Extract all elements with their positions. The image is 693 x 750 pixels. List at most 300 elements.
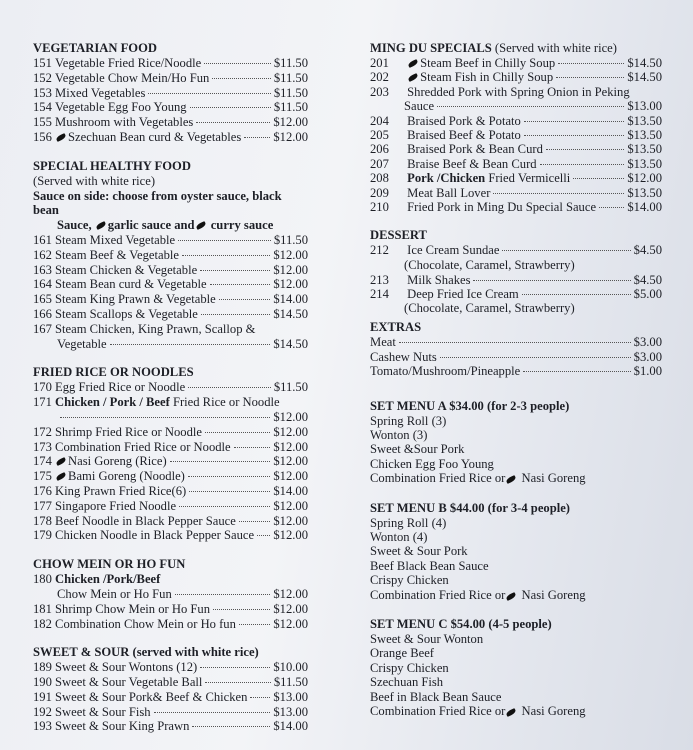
- dot-leader: [154, 712, 271, 713]
- item-price: $11.50: [273, 232, 308, 247]
- item-name-text: Steam Chicken, King Prawn, Scallop &: [55, 321, 256, 336]
- item-number: 202: [370, 70, 389, 85]
- item-name: [55, 528, 254, 543]
- item-price: $12.00: [273, 586, 308, 601]
- dot-leader: [205, 432, 270, 433]
- menu-left-column: [33, 41, 308, 748]
- item-price: $12.00: [273, 247, 308, 262]
- item-price: $14.50: [273, 306, 308, 321]
- item-number: 152: [33, 70, 52, 85]
- item-number: 151: [33, 56, 52, 70]
- item-number: 203: [370, 84, 389, 99]
- item-number: 174: [33, 454, 52, 469]
- item-price: $13.50: [627, 128, 662, 143]
- dot-leader: [205, 682, 270, 683]
- section-heading: [33, 645, 308, 660]
- item-price: $4.50: [633, 272, 662, 287]
- dot-leader: [540, 164, 625, 165]
- set-menu-item-text: Nasi Goreng: [521, 704, 586, 718]
- dot-leader: [110, 344, 271, 345]
- item-name: [370, 335, 396, 349]
- item-name-text: Steam Beef in Chilly Soup: [420, 56, 556, 70]
- menu-item-continued: [33, 587, 308, 602]
- menu-section-sweet-sour-served-with-white-rice: [33, 645, 308, 734]
- item-price: $11.50: [273, 56, 308, 70]
- sauce-text: garlic sauce and: [107, 218, 195, 233]
- section-title: EXTRAS: [370, 320, 422, 335]
- dot-leader: [189, 491, 270, 492]
- item-name: [55, 484, 186, 499]
- menu-item: [33, 115, 308, 130]
- set-menu-item: Orange Beef: [370, 646, 434, 661]
- item-name: [407, 157, 536, 171]
- item-number: 178: [33, 513, 52, 528]
- item-name-bold: Pork /Chicken: [407, 171, 486, 186]
- item-price: $11.50: [273, 100, 308, 115]
- item-number: 179: [33, 528, 52, 543]
- menu-item: [33, 454, 308, 469]
- item-name-text: Cashew Nuts: [370, 349, 437, 364]
- item-number: 155: [33, 115, 52, 130]
- item-name: [407, 287, 519, 301]
- item-name-text: Shredded Pork with Spring Onion in Peking: [407, 84, 630, 99]
- dot-leader: [179, 506, 270, 507]
- item-name: [55, 425, 202, 440]
- dot-leader: [473, 280, 630, 281]
- item-price: $14.00: [273, 292, 308, 307]
- item-name-bold: Chicken / Pork / Beef: [55, 395, 170, 410]
- dot-leader: [200, 667, 270, 668]
- item-number: 190: [33, 675, 52, 690]
- item-name: [407, 114, 521, 128]
- item-price: $5.00: [633, 287, 662, 302]
- dot-leader: [502, 250, 630, 251]
- item-price: $14.50: [627, 70, 662, 85]
- item-name-text: Steam Bean curd & Vegetable: [55, 277, 207, 292]
- item-price: $12.00: [273, 262, 308, 277]
- item-number: 205: [370, 128, 389, 143]
- menu-item: [33, 690, 308, 705]
- item-name-text: Szechuan Bean curd & Vegetables: [68, 129, 242, 144]
- item-name-text: Vegetable Chow Mein/Ho Fun: [55, 70, 210, 85]
- dot-leader: [200, 270, 270, 271]
- item-price: $10.00: [273, 660, 308, 675]
- dot-leader: [192, 726, 270, 727]
- menu-section-dessert: [370, 228, 662, 316]
- menu-item-continued: [33, 410, 308, 425]
- menu-item: [370, 128, 662, 142]
- item-name: [370, 350, 437, 364]
- set-menu-item: Szechuan Fish: [370, 675, 444, 690]
- menu-item: [33, 277, 308, 292]
- dot-leader: [440, 357, 631, 358]
- menu-item: [370, 114, 662, 128]
- dot-leader: [573, 178, 624, 179]
- item-name: [55, 602, 210, 617]
- item-name: [55, 130, 241, 145]
- set-menu-item-text: Nasi Goreng: [521, 471, 586, 486]
- menu-item: [370, 142, 662, 156]
- item-name-text: Braised Beef & Potato: [407, 128, 521, 143]
- item-name: [55, 660, 197, 675]
- set-menu-item-text: Combination Fried Rice or: [370, 471, 506, 486]
- item-number: 214: [370, 287, 389, 302]
- item-number: 201: [370, 56, 389, 70]
- chili-pepper-icon: [95, 221, 106, 230]
- section-title: VEGETARIAN FOOD: [33, 41, 157, 55]
- item-name-text: Chicken Noodle in Black Pepper Sauce: [55, 528, 255, 543]
- item-price: $12.00: [273, 469, 308, 484]
- menu-item-continued: [33, 337, 308, 352]
- menu-item: [370, 186, 662, 200]
- item-number: 175: [33, 469, 52, 484]
- item-number: 170: [33, 380, 52, 395]
- item-name: [407, 56, 555, 70]
- item-name: [55, 292, 216, 307]
- item-number: 210: [370, 200, 389, 215]
- dot-leader: [524, 135, 625, 136]
- set-menu-item: Beef Black Bean Sauce: [370, 558, 489, 573]
- item-name-text: Steam Fish in Chilly Soup: [420, 70, 554, 85]
- chili-pepper-icon: [195, 221, 206, 230]
- item-name-text: Sauce: [404, 99, 435, 114]
- menu-item: [33, 322, 308, 337]
- item-name: [55, 248, 179, 263]
- menu-item: [33, 248, 308, 263]
- item-name-text: Beef Noodle in Black Pepper Sauce: [55, 513, 236, 528]
- item-price: $13.50: [627, 142, 662, 157]
- menu-item: [33, 440, 308, 455]
- section-title: SWEET & SOUR (served with white rice): [33, 645, 259, 660]
- item-number: 171: [33, 395, 52, 410]
- item-number: 180: [33, 572, 52, 587]
- dot-leader: [170, 461, 271, 462]
- item-name-text: Sweet & Sour Pork& Beef & Chicken: [55, 689, 248, 704]
- set-menu-item-text: Nasi Goreng: [521, 587, 586, 602]
- menu-section-special-healthy-food: [33, 159, 308, 352]
- item-number: 208: [370, 171, 389, 186]
- set-menu-item: Wonton (3): [370, 427, 428, 442]
- menu-section-fried-rice-or-noodles: [33, 365, 308, 543]
- menu-item: [33, 130, 308, 145]
- item-name-text: Steam King Prawn & Vegetable: [55, 292, 216, 307]
- menu-item: [33, 86, 308, 101]
- item-number: 181: [33, 601, 52, 616]
- dot-leader: [204, 63, 271, 64]
- item-name: [55, 705, 151, 720]
- item-name: [55, 233, 175, 248]
- item-number: 173: [33, 439, 52, 454]
- item-number: 154: [33, 100, 52, 115]
- item-number: 177: [33, 498, 52, 513]
- chili-pepper-icon: [408, 73, 419, 82]
- dot-leader: [250, 697, 270, 698]
- sauce-note-continued: [33, 218, 308, 233]
- item-price: $13.50: [627, 156, 662, 171]
- item-name: [407, 273, 470, 287]
- item-name: [55, 395, 280, 410]
- item-name: [55, 277, 207, 292]
- set-menu-item: Spring Roll (4): [370, 515, 447, 530]
- item-name-text: Sweet & Sour Vegetable Ball: [55, 675, 203, 690]
- menu-item-continued: [370, 99, 662, 113]
- menu-item: [370, 350, 662, 364]
- set-menu: [370, 617, 662, 718]
- item-price: $14.00: [627, 200, 662, 215]
- menu-item: [370, 157, 662, 171]
- menu-item: [33, 719, 308, 734]
- section-heading: [33, 557, 308, 572]
- menu-item: [370, 171, 662, 185]
- set-menu-item: [370, 588, 662, 602]
- item-name-text: Sweet & Sour King Prawn: [55, 719, 190, 734]
- item-price: $12.00: [273, 129, 308, 144]
- section-heading: [33, 41, 308, 56]
- item-name: [55, 499, 176, 514]
- menu-item: [33, 100, 308, 115]
- item-name: [407, 85, 630, 99]
- dot-leader: [196, 122, 270, 123]
- item-name-text: Deep Fried Ice Cream: [407, 287, 519, 302]
- item-price: $3.00: [633, 349, 662, 364]
- item-name: [55, 263, 197, 278]
- menu-item: [33, 425, 308, 440]
- dot-leader: [234, 447, 271, 448]
- dot-leader: [213, 609, 270, 610]
- item-price: $11.50: [273, 85, 308, 100]
- item-price: $12.00: [273, 424, 308, 439]
- item-name-text: Steam Beef & Vegetable: [55, 247, 179, 262]
- item-name: [55, 719, 189, 734]
- dot-leader: [599, 207, 624, 208]
- item-number: 206: [370, 142, 389, 157]
- sauce-text: curry sauce: [210, 218, 274, 233]
- item-name-text: Shrimp Chow Mein or Ho Fun: [55, 601, 211, 616]
- item-number: 176: [33, 483, 52, 498]
- item-number: 212: [370, 243, 389, 258]
- menu-item: [33, 56, 308, 71]
- dot-leader: [257, 535, 270, 536]
- item-name: [407, 70, 553, 84]
- item-name-text: Meat Ball Lover: [407, 185, 491, 200]
- item-name: [370, 364, 520, 378]
- item-name: [55, 617, 236, 632]
- item-number: 164: [33, 277, 52, 292]
- dot-leader: [182, 255, 270, 256]
- item-price: $12.00: [627, 171, 662, 186]
- item-number: 192: [33, 704, 52, 719]
- set-menu-title: SET MENU B $44.00 (for 3-4 people): [370, 500, 570, 515]
- set-menu: [370, 399, 662, 486]
- item-name-text: Braised Pork & Bean Curd: [407, 142, 543, 157]
- item-name: [55, 572, 160, 587]
- item-note: (Chocolate, Caramel, Strawberry): [404, 301, 575, 316]
- dot-leader: [188, 387, 271, 388]
- dot-leader: [239, 624, 270, 625]
- item-name: [407, 186, 490, 200]
- menu-item: [370, 364, 662, 378]
- item-price: $12.00: [273, 528, 308, 543]
- item-price: $12.00: [273, 513, 308, 528]
- item-name-text: Shrimp Fried Rice or Noodle: [55, 424, 202, 439]
- menu-item: [33, 617, 308, 632]
- menu-item: [33, 484, 308, 499]
- item-name-text: Fried Pork in Ming Du Special Sauce: [407, 200, 597, 215]
- item-number: 166: [33, 306, 52, 321]
- item-name-text: Sweet & Sour Wontons (12): [55, 660, 198, 675]
- chili-pepper-icon: [408, 59, 419, 68]
- item-name: [55, 690, 247, 705]
- item-price: $14.00: [273, 483, 308, 498]
- section-heading: [33, 365, 308, 380]
- set-menu-item: [370, 704, 662, 718]
- item-price: $1.00: [633, 364, 662, 379]
- item-note: (Chocolate, Caramel, Strawberry): [404, 257, 575, 272]
- dot-leader: [210, 284, 271, 285]
- menu-item: [33, 71, 308, 86]
- item-price: $3.00: [633, 335, 662, 350]
- item-name-text: Ice Cream Sundae: [407, 243, 500, 258]
- item-price: $12.00: [273, 277, 308, 292]
- set-menu: [370, 501, 662, 602]
- item-price: $14.50: [627, 56, 662, 70]
- dot-leader: [524, 121, 625, 122]
- item-number: 167: [33, 321, 52, 336]
- chili-pepper-icon: [506, 708, 517, 717]
- item-name: [55, 380, 185, 395]
- section-title: DESSERT: [370, 228, 427, 243]
- item-name: [55, 440, 231, 455]
- menu-item: [370, 56, 662, 70]
- item-price: $13.00: [273, 689, 308, 704]
- dot-leader: [239, 521, 271, 522]
- item-price: $14.50: [273, 336, 308, 351]
- item-number: 209: [370, 185, 389, 200]
- item-number: 213: [370, 272, 389, 287]
- menu-right-column: [370, 41, 662, 733]
- item-name-text: Chow Mein or Ho Fun: [57, 586, 172, 601]
- dot-leader: [523, 371, 630, 372]
- item-number: 189: [33, 660, 52, 675]
- set-menu-item: Wonton (4): [370, 529, 428, 544]
- menu-item: [33, 499, 308, 514]
- dot-leader: [60, 417, 270, 418]
- item-name-text: Mixed Vegetables: [55, 85, 146, 100]
- set-menu-item: Sweet & Sour Pork: [370, 544, 468, 559]
- item-price: $12.00: [273, 616, 308, 631]
- section-heading: [370, 228, 662, 243]
- item-price: $11.50: [273, 70, 308, 85]
- menu-item: [33, 602, 308, 617]
- item-price: $11.50: [273, 675, 308, 690]
- dot-leader: [558, 63, 624, 64]
- item-number: 165: [33, 292, 52, 307]
- item-name: [55, 675, 202, 690]
- set-menu-item: Crispy Chicken: [370, 660, 449, 675]
- sauce-text: Sauce,: [57, 218, 92, 233]
- dot-leader: [175, 594, 271, 595]
- set-menu-item: Spring Roll (3): [370, 413, 447, 428]
- item-name-text: Singapore Fried Noodle: [55, 498, 177, 513]
- set-menu-item: Chicken Egg Foo Young: [370, 456, 494, 471]
- menu-item: [370, 287, 662, 301]
- item-name-text: Mushroom with Vegetables: [55, 115, 194, 130]
- item-name: [55, 71, 209, 86]
- set-menu-item: Beef in Black Bean Sauce: [370, 689, 502, 704]
- set-menu-item: [370, 471, 662, 485]
- menu-item: [33, 395, 308, 410]
- item-price: $12.00: [273, 498, 308, 513]
- menu-item: [33, 307, 308, 322]
- item-price: $14.00: [273, 719, 308, 734]
- chili-pepper-icon: [55, 133, 66, 142]
- item-price: $13.00: [273, 704, 308, 719]
- dot-leader: [399, 342, 631, 343]
- item-number: 172: [33, 424, 52, 439]
- item-name-text: Milk Shakes: [407, 272, 471, 287]
- item-name-text: Combination Fried Rice or Noodle: [55, 439, 231, 454]
- menu-item: [370, 70, 662, 84]
- item-price: $11.50: [273, 380, 308, 395]
- menu-item: [33, 660, 308, 675]
- menu-item: [33, 528, 308, 543]
- section-title: MING DU SPECIALS: [370, 41, 492, 55]
- item-name: [407, 128, 521, 142]
- menu-item: [33, 514, 308, 529]
- item-price: $12.00: [273, 115, 308, 130]
- item-price: $12.00: [273, 409, 308, 424]
- item-name: [55, 115, 193, 130]
- item-name-text: King Prawn Fried Rice(6): [55, 483, 187, 498]
- item-name: [55, 100, 187, 115]
- section-heading: [33, 159, 308, 174]
- dot-leader: [148, 93, 270, 94]
- menu-item: [33, 705, 308, 720]
- menu-item: [370, 85, 662, 99]
- chili-pepper-icon: [55, 472, 66, 481]
- item-price: $13.00: [627, 99, 662, 114]
- item-name-text: Steam Chicken & Vegetable: [55, 262, 198, 277]
- item-price: $13.50: [627, 113, 662, 128]
- item-name: [55, 469, 185, 484]
- item-name-text: Braised Pork & Potato: [407, 113, 521, 128]
- menu-item: [33, 469, 308, 484]
- section-title-note: (Served with white rice): [494, 41, 617, 55]
- dot-leader: [212, 78, 271, 79]
- item-name: [55, 322, 255, 337]
- item-name-text: Combination Chow Mein or Ho fun: [55, 616, 236, 631]
- item-name: [407, 200, 596, 214]
- item-number: 156: [33, 129, 52, 144]
- section-heading: [370, 320, 662, 335]
- item-name-text: Braise Beef & Bean Curd: [407, 156, 537, 171]
- set-menu-item: Sweet & Sour Wonton: [370, 631, 484, 646]
- item-number: 193: [33, 719, 52, 734]
- menu-item: [370, 243, 662, 257]
- dot-leader: [244, 137, 270, 138]
- item-name-bold: Chicken /Pork/Beef: [55, 572, 161, 587]
- item-price: $4.50: [633, 243, 662, 258]
- menu-item: [370, 273, 662, 287]
- dot-leader: [493, 193, 624, 194]
- item-name-text: Nasi Goreng (Rice): [68, 454, 167, 469]
- item-name-text: Fried Rice or Noodle: [172, 395, 280, 410]
- menu-item: [33, 380, 308, 395]
- set-menu-item-text: Combination Fried Rice or: [370, 704, 506, 718]
- item-name: [407, 171, 570, 185]
- item-name: [55, 86, 145, 101]
- item-number: 161: [33, 232, 52, 247]
